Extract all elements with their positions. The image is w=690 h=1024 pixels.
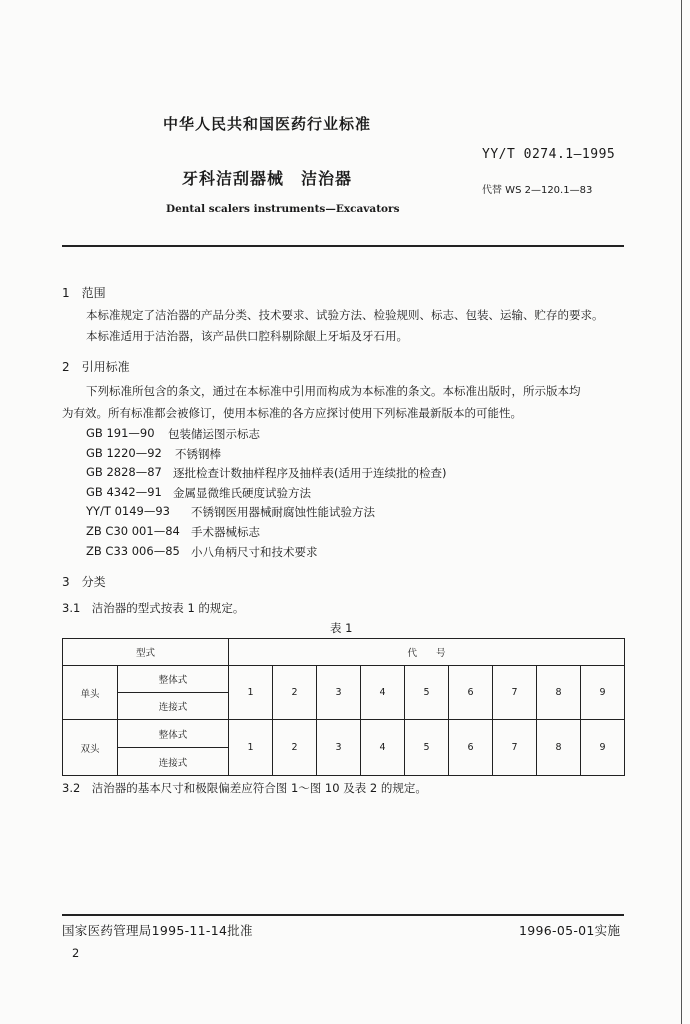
- code-cell: 6: [449, 720, 493, 776]
- code-cell: 9: [581, 666, 625, 720]
- subtype-connected: 连接式: [118, 693, 229, 720]
- replaces-standard: 代替 WS 2—120.1—83: [482, 185, 593, 196]
- ref-code: GB 4342—91: [86, 485, 162, 499]
- ref-code: GB 191—90: [86, 426, 155, 440]
- clause-3-1: 3.1 洁治器的型式按表 1 的规定。: [62, 601, 245, 615]
- ref-code: YY/T 0149—93: [86, 504, 171, 518]
- ref-code: GB 1220—92: [86, 446, 162, 460]
- section-3-heading: 3 分类: [62, 575, 106, 589]
- code-cell: 1: [229, 720, 273, 776]
- table-header-code: 代 号: [229, 639, 625, 666]
- code-cell: 8: [537, 666, 581, 720]
- code-cell: 1: [229, 666, 273, 720]
- standard-number: YY/T 0274.1—1995: [482, 147, 616, 162]
- group-single-head: 单头: [63, 666, 118, 720]
- group-double-head: 双头: [63, 720, 118, 776]
- code-cell: 7: [493, 666, 537, 720]
- ref-title: 逐批检查计数抽样程序及抽样表(适用于连续批的检查): [173, 466, 447, 480]
- code-cell: 4: [361, 720, 405, 776]
- table-header-type: 型式: [63, 639, 229, 666]
- ref-title: 金属显微维氏硬度试验方法: [173, 486, 311, 500]
- code-cell: 3: [317, 666, 361, 720]
- ref-code: ZB C30 001—84: [86, 524, 180, 538]
- section-2-para-line-2: 为有效。所有标准都会被修订，使用本标准的各方应探讨使用下列标准最新版本的可能性。: [62, 406, 522, 420]
- code-cell: 8: [537, 720, 581, 776]
- section-1-heading: 1 范围: [62, 286, 106, 300]
- type-code-table: [62, 638, 625, 776]
- ref-title: 小八角柄尺寸和技术要求: [191, 545, 318, 559]
- table-caption: 表 1: [330, 621, 353, 635]
- section-2-para-line-1: 下列标准所包含的条文，通过在本标准中引用而构成为本标准的条文。本标准出版时，所示版本均: [86, 384, 581, 398]
- footer-rule: [62, 914, 624, 916]
- ref-title: 不锈钢棒: [175, 447, 221, 461]
- section-1-para-2: 本标准适用于洁治器，该产品供口腔科剔除龈上牙垢及牙石用。: [86, 329, 408, 343]
- ref-code: GB 2828—87: [86, 465, 162, 479]
- code-cell: 9: [581, 720, 625, 776]
- subtype-integral: 整体式: [118, 720, 229, 748]
- ref-title: 包装储运图示标志: [168, 427, 260, 441]
- code-cell: 4: [361, 666, 405, 720]
- code-cell: 2: [273, 666, 317, 720]
- code-cell: 3: [317, 720, 361, 776]
- code-cell: 5: [405, 720, 449, 776]
- page-number: 2: [72, 946, 80, 960]
- ref-title: 手术器械标志: [191, 525, 260, 539]
- subtype-connected: 连接式: [118, 748, 229, 776]
- approval-line: 国家医药管理局1995-11-14批准: [62, 923, 253, 938]
- section-1-para-1: 本标准规定了洁治器的产品分类、技术要求、试验方法、检验规则、标志、包装、运输、贮存的要求。: [86, 308, 604, 322]
- scan-edge-line: [681, 0, 682, 1024]
- code-cell: 6: [449, 666, 493, 720]
- section-2-heading: 2 引用标准: [62, 360, 130, 374]
- clause-3-2: 3.2 洁治器的基本尺寸和极限偏差应符合图 1～图 10 及表 2 的规定。: [62, 781, 427, 795]
- subtype-integral: 整体式: [118, 666, 229, 693]
- ref-code: ZB C33 006—85: [86, 544, 180, 558]
- header-rule: [62, 245, 624, 247]
- effective-date: 1996-05-01实施: [519, 923, 621, 938]
- ref-title: 不锈钢医用器械耐腐蚀性能试验方法: [191, 505, 375, 519]
- industry-standard-title: 中华人民共和国医药行业标准: [163, 115, 372, 133]
- code-cell: 2: [273, 720, 317, 776]
- code-cell: 7: [493, 720, 537, 776]
- code-cell: 5: [405, 666, 449, 720]
- document-title-en: Dental scalers instruments—Excavators: [166, 203, 400, 215]
- document-title-cn: 牙科洁刮器械 洁治器: [182, 169, 353, 188]
